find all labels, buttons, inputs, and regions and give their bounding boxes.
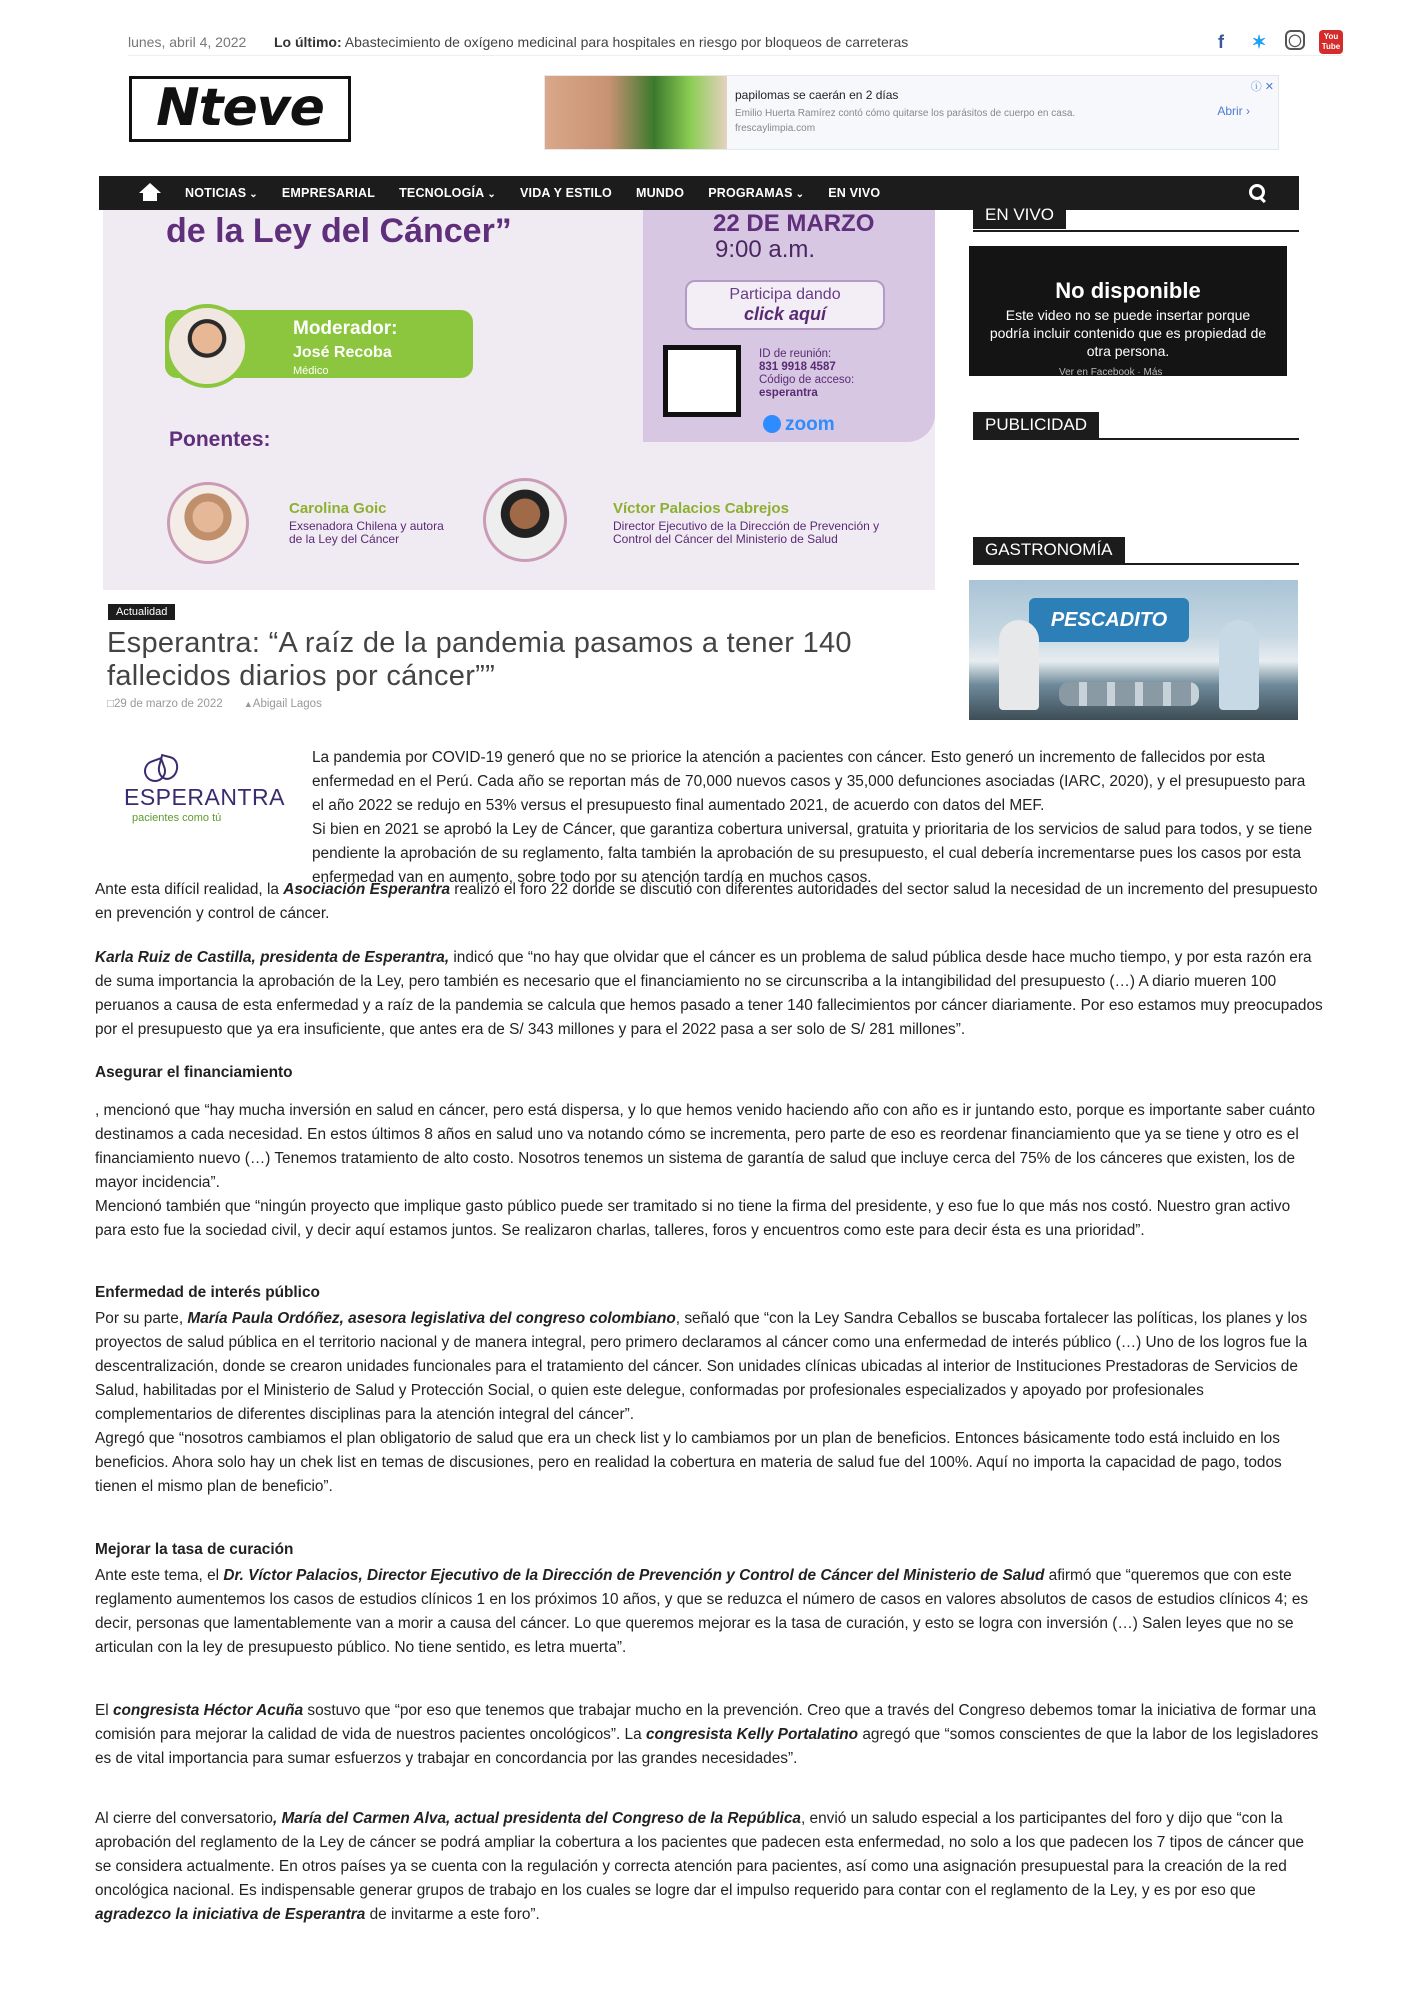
- article-title: Esperantra: “A raíz de la pandemia pasamos a tener 140 fallecidos diarios por cáncer””: [107, 627, 852, 692]
- paragraph-8: Agregó que “nosotros cambiamos el plan obligatorio de salud que era un check list y lo cambiamos por un plan de beneficios. Entonces básicamente todo está incluido en los beneficios. Ahora solo hay un chek list en temas de discusiones, pero en realidad la cobertura en materia de salud fue del 100%. Aquí no importa la capacidad de pago, todos tienen el mismo plan de beneficio”.: [95, 1430, 1282, 1495]
- paragraph-7: [95, 1307, 1323, 1427]
- heading-tasa-curacion: Mejorar la tasa de curación: [95, 1541, 294, 1558]
- zoom-logo: zoom: [763, 414, 835, 436]
- section-gastronomia-label: GASTRONOMÍA: [973, 537, 1125, 564]
- nav-item-noticias[interactable]: NOTICIAS ⌄: [185, 186, 258, 200]
- butterfly-icon: [144, 756, 180, 782]
- p9-text-a: Ante este tema, el: [95, 1567, 224, 1584]
- access-code: esperantra: [759, 387, 818, 399]
- search-icon[interactable]: [1249, 184, 1267, 202]
- meeting-info: [759, 348, 854, 400]
- paragraph-10: [95, 1699, 1323, 1771]
- p11-text-b: , envió un saludo especial a los participantes del foro y dijo que “con la aprobación del reglamento de la Ley de cáncer se podrá ampliar la cobertura a los pacientes que padecen esta enfermedad, no solo a los que padecen los 7 tipos de cáncer que se considera actualmente. En otros países ya se cuenta con la regulación y correcta atención para pacientes, así como una asignación presupuestal para la creación de la red oncológica nacional. Es indispensable generar grupos de trabajo en los cuales se logre dar el impulso requerido para contar con el reglamento de la Ley, y es por eso que: [95, 1810, 1304, 1899]
- youtube-icon[interactable]: You Tube: [1319, 30, 1343, 54]
- banner-title: de la Ley del Cáncer”: [166, 212, 512, 250]
- heading-financiamiento: Asegurar el financiamiento: [95, 1064, 293, 1081]
- latest-news-ticker[interactable]: [274, 34, 908, 50]
- ad-info-icon[interactable]: ⓘ ✕: [1250, 81, 1274, 93]
- paragraph-11: [95, 1807, 1323, 1927]
- speakers-label: Ponentes:: [169, 428, 271, 451]
- current-date: lunes, abril 4, 2022: [128, 34, 247, 50]
- paragraph-3: [95, 878, 1323, 926]
- p7-text-a: Por su parte,: [95, 1310, 188, 1327]
- ad-subtitle: Emilio Huerta Ramírez contó cómo quitarse los parásitos de cuerpo en casa.: [735, 108, 1076, 119]
- p7-bold: María Paula Ordóñez, asesora legislativa del congreso colombiano: [187, 1310, 676, 1327]
- p9-bold: Dr. Víctor Palacios, Director Ejecutivo de la Dirección de Prevención y Control de Cáncer del Ministerio de Salud: [223, 1567, 1045, 1584]
- speaker2-role: Director Ejecutivo de la Dirección de Prevención y Control del Cáncer del Ministerio de Salud: [613, 519, 880, 546]
- nav-item-vida-y-estilo[interactable]: VIDA Y ESTILO: [519, 186, 612, 200]
- nav-item-tecnologia[interactable]: TECNOLOGÍA ⌄: [399, 186, 496, 200]
- advertisement-banner[interactable]: [544, 75, 1279, 150]
- p9-text-b: afirmó que “queremos que con este reglamento aumentemos los casos de estudios clínicos 1 en los próximos 10 años, y que se reduzca el número de casos en valores absolutos de casos de estudios clínicos 4; es decir, personas que lamentablemente van a morir a causa del cáncer. Lo que queremos mejorar es la tasa de curación, y esto se logra con inversión (…) Salen leyes que no se articulan con la ley de presupuesto público. No tiene sentido, es letra muerta”.: [95, 1567, 1309, 1656]
- social-links: [1209, 30, 1343, 54]
- banner-date: 22 DE MARZO: [713, 210, 875, 237]
- paragraph-1: La pandemia por COVID-19 generó que no se priorice la atención a pacientes con cáncer. Esto generó un incremento de fallecidos por esta enfermedad en el Perú. Cada año se reportan más de 70,000 nuevos casos y 35,000 defunciones asociadas (IARC, 2020), y el presupuesto para el año 2022 se redujo en 53% versus el presupuesto final aumentado 2021, de acuerdo con datos del MEF.: [312, 749, 1306, 814]
- section-en-vivo: [973, 204, 1299, 232]
- ad-open-label: Abrir: [1217, 104, 1243, 118]
- category-badge[interactable]: Actualidad: [108, 604, 175, 620]
- p3-bold: Asociación Esperantra: [283, 881, 451, 898]
- esperantra-logo-tagline: pacientes como tú: [132, 812, 222, 824]
- p10-text-b: sostuvo que “por eso que tenemos que trabajar mucho en la prevención. Creo que a través del Congreso debemos tomar la iniciativa de formar una comisión para mejorar la calidad de vida de nuestros pacientes oncológicos”. La: [95, 1702, 1317, 1743]
- paragraph-6: Mencionó también que “ningún proyecto que implique gasto público puede ser tramitado si no tiene la firma del presidente, y eso fue lo que más nos costó. Nuestro gran activo para esto fue la sociedad civil, y decir aquí estamos juntos. Se realizaron charlas, talleres, foros y encuentros como este para decir ésta es una prioridad”.: [95, 1198, 1291, 1239]
- ad-title: papilomas se caerán en 2 días: [735, 88, 899, 102]
- speaker1-role: Exsenadora Chilena y autora de la Ley del Cáncer: [289, 519, 444, 546]
- facebook-icon[interactable]: f: [1218, 32, 1224, 52]
- banner-participate-button[interactable]: [685, 280, 885, 330]
- banner-cta-line2: click aquí: [743, 304, 827, 324]
- meeting-id: 831 9918 4587: [759, 361, 836, 373]
- p4-text: indicó que “no hay que olvidar que el cáncer es un problema de salud pública desde hace mucho tiempo, y por esta razón era de suma importancia la aprobación de la Ley, pero también es necesario que el financiamiento no se circunscriba a la intangibilidad del presupuesto (…) A diario mueren 100 peruanos a causa de esta enfermedad y a raíz de la pandemia se calcula que hemos pasado a tener 140 fallecimientos por cáncer diariamente. Por eso estamos muy preocupados por el presupuesto que ya era insuficiente, que antes era de S/ 343 millones y para el 2022 pasa a ser solo de S/ 281 millones”.: [95, 949, 1323, 1038]
- article-date[interactable]: □ 29 de marzo de 2022: [107, 698, 223, 710]
- ad-url: frescaylimpia.com: [735, 123, 816, 134]
- qr-code-icon: [663, 345, 741, 417]
- p10-text-c: agregó que “somos conscientes de que la labor de los legisladores es de vital importancia para sumar esfuerzos y trabajar en concordancia por las grandes necesidades”.: [95, 1726, 1319, 1767]
- p3-text-b: realizó el foro 22 donde se discutió con diferentes autoridades del sector salud la necesidad de un incremento del presupuesto en prevención y control de cáncer.: [95, 881, 1318, 922]
- instagram-icon[interactable]: ◯: [1285, 30, 1305, 50]
- paragraph-5: , mencionó que “hay mucha inversión en salud en cáncer, pero está dispersa, y lo que hemos venido haciendo año con año es ir juntando esto, porque es importante saber cuánto destinamos a cada necesidad. En estos últimos 8 años en salud uno va notando cómo se incrementa, pero parte de eso es reordenar financiamiento que ya se tiene y otro es el financiamiento nuevo (…) Tenemos tratamiento de alto costo. Nosotros tenemos un sistema de garantía de salud que incluye cerca del 75% de los cánceres que existen, los de mayor incidencia”.: [95, 1102, 1316, 1191]
- nav-item-programas[interactable]: PROGRAMAS ⌄: [708, 186, 804, 200]
- paragraph-9: [95, 1564, 1323, 1660]
- nav-item-en-vivo[interactable]: EN VIVO: [828, 186, 881, 200]
- home-icon[interactable]: [137, 183, 163, 203]
- ad-open-button[interactable]: Abrir ›: [1217, 104, 1250, 118]
- video-title: No disponible: [1055, 278, 1201, 303]
- site-logo[interactable]: Nteve: [129, 76, 351, 142]
- speaker1-photo: [167, 482, 249, 564]
- paragraph-2: Si bien en 2021 se aprobó la Ley de Cáncer, que garantiza cobertura universal, gratuita y prioritaria de los servicios de salud para todos, y se tiene pendiente la aprobación de su reglamento, falta también la aprobación de su presupuesto, el cual debería incrementarse pues los casos por esta enfermedad van en aumento, sobre todo por su atención tardía en muchos casos.: [312, 821, 1313, 886]
- p3-text-a: Ante esta difícil realidad, la: [95, 881, 284, 898]
- live-video-embed[interactable]: [969, 246, 1287, 376]
- p10-bold-a: congresista Héctor Acuña: [112, 1702, 304, 1719]
- gastro-person-left: [999, 620, 1039, 710]
- gastronomia-image[interactable]: [969, 580, 1298, 720]
- p10-text-a: El: [95, 1702, 113, 1719]
- moderator-role: Médico: [293, 365, 329, 377]
- p11-text-c: de invitarme a este foro”.: [365, 1906, 540, 1923]
- p11-bold-b: agradezco la iniciativa de Esperantra: [95, 1906, 366, 1923]
- video-footer-link[interactable]: Ver en Facebook · Más: [1059, 367, 1163, 378]
- twitter-icon[interactable]: ✶: [1251, 32, 1267, 52]
- section-publicidad: [973, 412, 1299, 440]
- p11-bold-a: , María del Carmen Alva, actual presidenta del Congreso de la República: [272, 1810, 801, 1827]
- banner-time: 9:00 a.m.: [715, 236, 816, 263]
- top-bar: [128, 30, 1343, 56]
- p11-text-a: Al cierre del conversatorio: [95, 1810, 273, 1827]
- latest-label: Lo último:: [274, 34, 342, 50]
- paragraph-4: [95, 946, 1323, 1042]
- gastro-person-right: [1219, 620, 1259, 710]
- section-publicidad-label: PUBLICIDAD: [973, 412, 1099, 439]
- speaker2-photo: [483, 478, 567, 562]
- speaker1-name: Carolina Goic: [289, 500, 387, 517]
- moderator-name: José Recoba: [293, 344, 392, 361]
- meeting-id-label: ID de reunión:: [759, 348, 832, 360]
- gastro-sign: PESCADITO: [1029, 598, 1189, 642]
- section-en-vivo-label: EN VIVO: [973, 202, 1066, 229]
- gastro-fish-display: [1059, 682, 1199, 706]
- p7-text-b: , señaló que “con la Ley Sandra Ceballos se buscaba fortalecer las políticas, los planes y los proyectos de salud pública en el territorio nacional y de manera integral, pero primero declaramos al cáncer como una enfermedad de interés público (…) Uno de los logros fue la descentralización, donde se crearon unidades funcionales para el tratamiento del cáncer. Son unidades clínicas ubicadas al interior de Instituciones Prestadoras de Servicios de Salud, habilitadas por el Ministerio de Salud y Protección Social, o quien este delegue, conformadas por profesionales especializados y apoyado por profesionales complementarios de diferentes disciplinas para la atención integral del cáncer”.: [95, 1310, 1308, 1423]
- banner-cta-line1: Participa dando: [729, 286, 841, 303]
- nav-item-empresarial[interactable]: EMPRESARIAL: [281, 186, 376, 200]
- heading-interes-publico: Enfermedad de interés público: [95, 1284, 320, 1301]
- video-description: Este video no se puede insertar porque podría incluir contenido que es propiedad de otra persona.: [989, 307, 1267, 359]
- esperantra-logo: [120, 756, 285, 836]
- esperantra-logo-name: ESPERANTRA: [124, 784, 285, 810]
- speaker2-name: Víctor Palacios Cabrejos: [613, 500, 789, 517]
- ad-image: [545, 76, 727, 149]
- moderator-photo: [165, 304, 249, 388]
- p4-bold: Karla Ruiz de Castilla, presidenta de Esperantra,: [95, 949, 450, 966]
- nav-item-mundo[interactable]: MUNDO: [635, 186, 685, 200]
- article-author[interactable]: ▲ Abigail Lagos: [244, 698, 322, 710]
- latest-text[interactable]: Abastecimiento de oxígeno medicinal para hospitales en riesgo por bloqueos de carreteras: [344, 34, 909, 50]
- section-gastronomia: [973, 537, 1299, 565]
- featured-image: [103, 210, 935, 590]
- access-code-label: Código de acceso:: [759, 374, 855, 386]
- p10-bold-b: congresista Kelly Portalatino: [645, 1726, 859, 1743]
- moderator-label: Moderador:: [293, 318, 398, 339]
- article-meta: [107, 698, 340, 710]
